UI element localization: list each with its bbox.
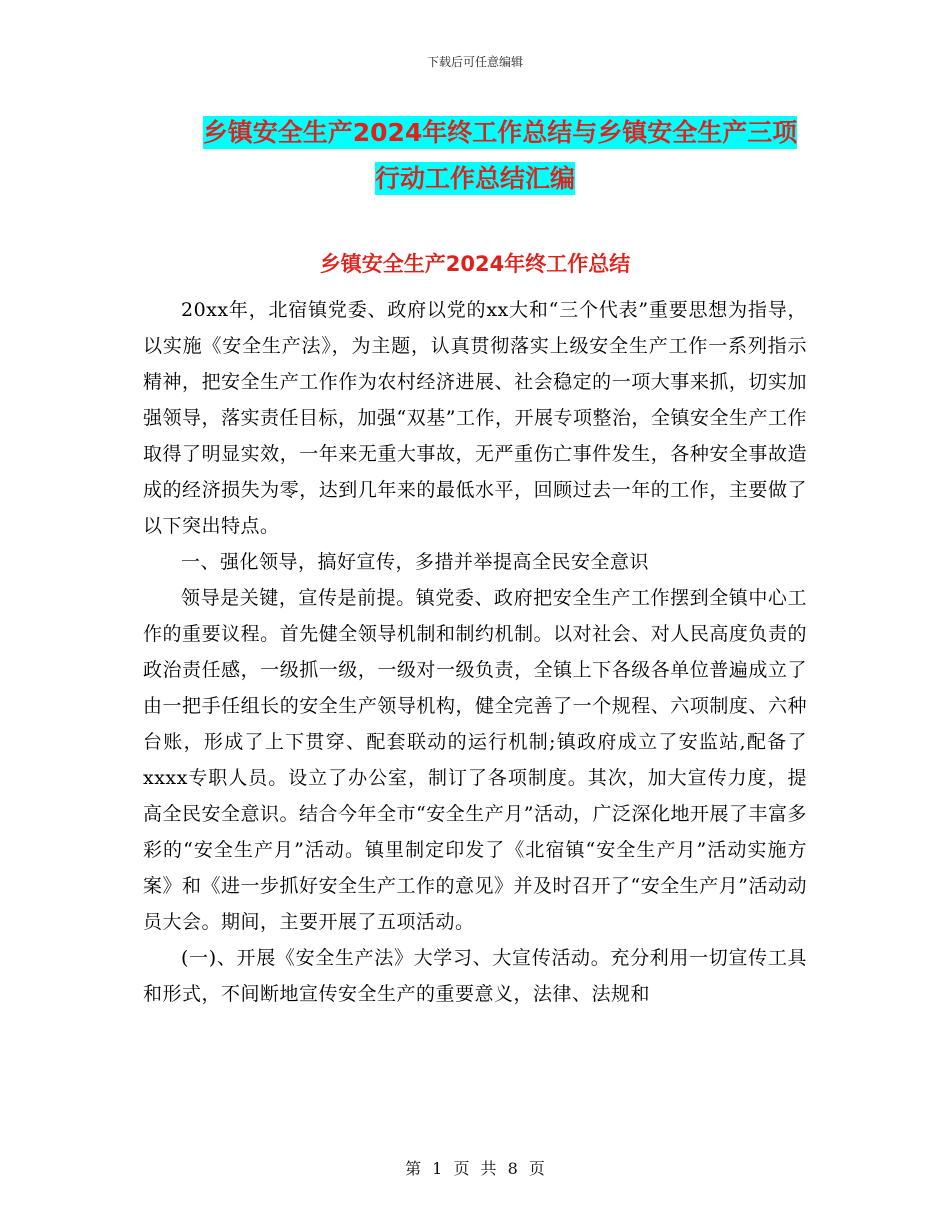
document-body	[143, 292, 807, 1012]
paragraph: 20xx年，北宿镇党委、政府以党的xx大和“三个代表”重要思想为指导，以实施《安全生产法》，为主题，认真贯彻落实上级安全生产工作一系列指示精神，把安全生产工作作为农村经济进展、社会稳定的一项大事来抓，切实加强领导，落实责任目标，加强“双基”工作，开展专项整治，全镇安全生产工作取得了明显实效，一年来无重大事故，无严重伤亡事件发生，各种安全事故造成的经济损失为零，达到几年来的最低水平，回顾过去一年的工作，主要做了以下突出特点。	[143, 299, 807, 537]
header-note: 下载后可任意编辑	[426, 55, 523, 69]
paragraph: 领导是关键，宣传是前提。镇党委、政府把安全生产工作摆到全镇中心工作的重要议程。首先健全领导机制和制约机制。以对社会、对人民高度负责的政治责任感，一级抓一级，一级对一级负责，全镇上下各级各单位普遍成立了由一把手任组长的安全生产领导机构，健全完善了一个规程、六项制度、六种台账，形成了上下贯穿、配套联动的运行机制;镇政府成立了安监站,配备了xxxx专职人员。设立了办公室，制订了各项制度。其次，加大宣传力度，提高全民安全意识。结合今年全市“安全生产月”活动，广泛深化地开展了丰富多彩的“安全生产月”活动。镇里制定印发了《北宿镇“安全生产月”活动实施方案》和《进一步抓好安全生产工作的意见》并及时召开了“安全生产月”活动动员大会。期间，主要开展了五项活动。	[143, 587, 807, 933]
title-line-2-text: 行动工作总结汇编	[374, 164, 575, 193]
title-line-2	[0, 156, 950, 202]
title-line-1-text: 乡镇安全生产2024年终工作总结与乡镇安全生产三项	[202, 118, 798, 147]
page-number-footer: 第 1 页 共 8 页	[405, 1159, 545, 1178]
title-line-1	[0, 110, 950, 156]
paragraph-heading: 一、强化领导，搞好宣传，多措并举提高全民安全意识	[181, 551, 650, 573]
document-title	[0, 110, 950, 202]
section-title: 乡镇安全生产2024年终工作总结	[319, 252, 631, 276]
paragraph: (一)、开展《安全生产法》大学习、大宣传活动。充分利用一切宣传工具和形式，不间断地宣传安全生产的重要意义，法律、法规和	[143, 947, 807, 1005]
